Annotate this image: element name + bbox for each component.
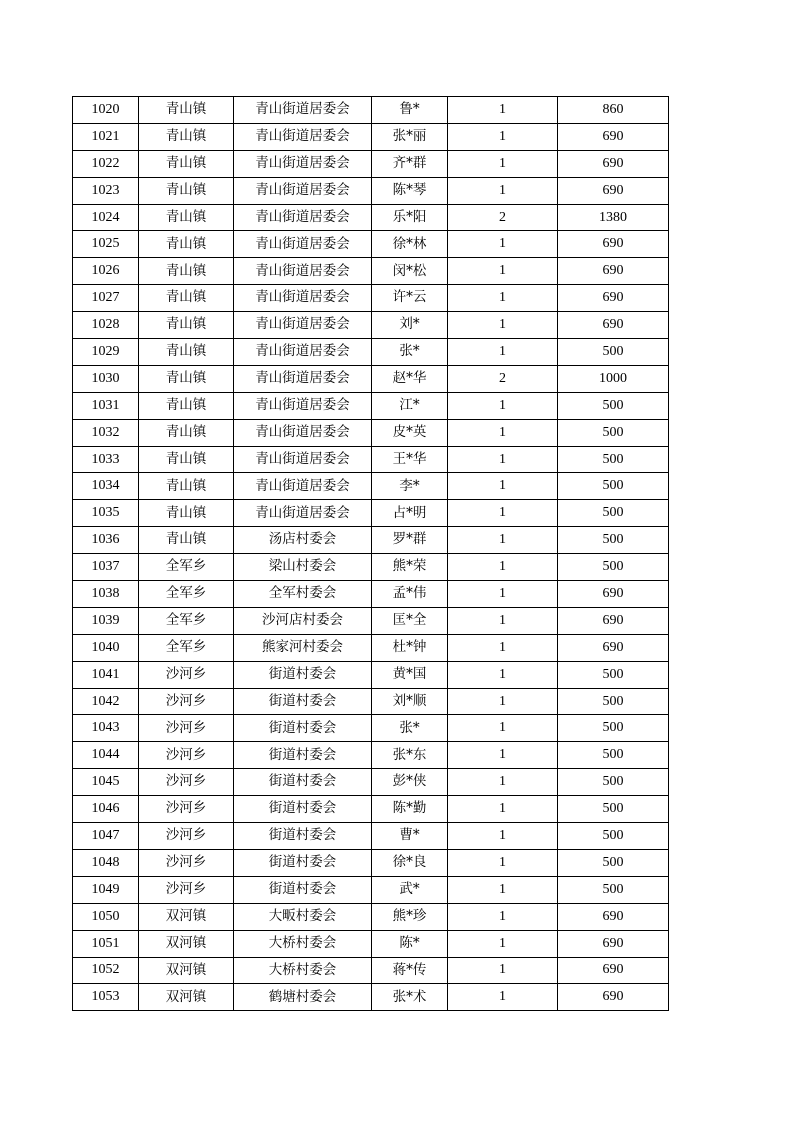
row-number-cell: 1027 bbox=[73, 285, 139, 312]
count-cell: 1 bbox=[448, 715, 558, 742]
committee-cell: 街道村委会 bbox=[234, 876, 372, 903]
table-row bbox=[73, 97, 669, 124]
count-cell: 1 bbox=[448, 446, 558, 473]
amount-cell: 690 bbox=[558, 123, 669, 150]
name-cell: 张*丽 bbox=[372, 123, 448, 150]
committee-cell: 青山街道居委会 bbox=[234, 123, 372, 150]
count-cell: 1 bbox=[448, 634, 558, 661]
amount-cell: 690 bbox=[558, 957, 669, 984]
township-cell: 青山镇 bbox=[139, 312, 234, 339]
row-number-cell: 1052 bbox=[73, 957, 139, 984]
table-row bbox=[73, 446, 669, 473]
row-number-cell: 1045 bbox=[73, 769, 139, 796]
amount-cell: 860 bbox=[558, 97, 669, 124]
committee-cell: 青山街道居委会 bbox=[234, 365, 372, 392]
committee-cell: 青山街道居委会 bbox=[234, 419, 372, 446]
name-cell: 乐*阳 bbox=[372, 204, 448, 231]
row-number-cell: 1023 bbox=[73, 177, 139, 204]
amount-cell: 1380 bbox=[558, 204, 669, 231]
row-number-cell: 1030 bbox=[73, 365, 139, 392]
count-cell: 1 bbox=[448, 661, 558, 688]
table-row bbox=[73, 688, 669, 715]
name-cell: 刘* bbox=[372, 312, 448, 339]
committee-cell: 青山街道居委会 bbox=[234, 204, 372, 231]
subsidy-table bbox=[72, 96, 669, 1011]
amount-cell: 690 bbox=[558, 903, 669, 930]
amount-cell: 500 bbox=[558, 527, 669, 554]
count-cell: 1 bbox=[448, 796, 558, 823]
name-cell: 占*明 bbox=[372, 500, 448, 527]
name-cell: 许*云 bbox=[372, 285, 448, 312]
amount-cell: 500 bbox=[558, 688, 669, 715]
row-number-cell: 1043 bbox=[73, 715, 139, 742]
row-number-cell: 1024 bbox=[73, 204, 139, 231]
township-cell: 沙河乡 bbox=[139, 769, 234, 796]
count-cell: 1 bbox=[448, 231, 558, 258]
row-number-cell: 1020 bbox=[73, 97, 139, 124]
table-row bbox=[73, 849, 669, 876]
count-cell: 1 bbox=[448, 123, 558, 150]
township-cell: 沙河乡 bbox=[139, 823, 234, 850]
name-cell: 曹* bbox=[372, 823, 448, 850]
amount-cell: 690 bbox=[558, 984, 669, 1011]
committee-cell: 街道村委会 bbox=[234, 715, 372, 742]
count-cell: 1 bbox=[448, 930, 558, 957]
committee-cell: 青山街道居委会 bbox=[234, 150, 372, 177]
township-cell: 青山镇 bbox=[139, 527, 234, 554]
township-cell: 青山镇 bbox=[139, 97, 234, 124]
committee-cell: 街道村委会 bbox=[234, 688, 372, 715]
township-cell: 双河镇 bbox=[139, 930, 234, 957]
table-row bbox=[73, 204, 669, 231]
committee-cell: 街道村委会 bbox=[234, 769, 372, 796]
name-cell: 熊*荣 bbox=[372, 554, 448, 581]
row-number-cell: 1047 bbox=[73, 823, 139, 850]
township-cell: 青山镇 bbox=[139, 339, 234, 366]
amount-cell: 500 bbox=[558, 473, 669, 500]
committee-cell: 青山街道居委会 bbox=[234, 500, 372, 527]
name-cell: 闵*松 bbox=[372, 258, 448, 285]
row-number-cell: 1041 bbox=[73, 661, 139, 688]
table-row bbox=[73, 554, 669, 581]
table-row bbox=[73, 339, 669, 366]
township-cell: 沙河乡 bbox=[139, 876, 234, 903]
amount-cell: 690 bbox=[558, 312, 669, 339]
name-cell: 张*术 bbox=[372, 984, 448, 1011]
name-cell: 陈*勤 bbox=[372, 796, 448, 823]
count-cell: 1 bbox=[448, 258, 558, 285]
amount-cell: 500 bbox=[558, 876, 669, 903]
count-cell: 1 bbox=[448, 392, 558, 419]
committee-cell: 青山街道居委会 bbox=[234, 473, 372, 500]
amount-cell: 500 bbox=[558, 339, 669, 366]
township-cell: 全军乡 bbox=[139, 581, 234, 608]
amount-cell: 690 bbox=[558, 285, 669, 312]
committee-cell: 青山街道居委会 bbox=[234, 285, 372, 312]
table-row bbox=[73, 661, 669, 688]
amount-cell: 690 bbox=[558, 634, 669, 661]
amount-cell: 690 bbox=[558, 258, 669, 285]
name-cell: 蒋*传 bbox=[372, 957, 448, 984]
amount-cell: 500 bbox=[558, 446, 669, 473]
count-cell: 1 bbox=[448, 285, 558, 312]
count-cell: 1 bbox=[448, 527, 558, 554]
township-cell: 青山镇 bbox=[139, 446, 234, 473]
row-number-cell: 1049 bbox=[73, 876, 139, 903]
row-number-cell: 1042 bbox=[73, 688, 139, 715]
committee-cell: 熊家河村委会 bbox=[234, 634, 372, 661]
row-number-cell: 1028 bbox=[73, 312, 139, 339]
row-number-cell: 1037 bbox=[73, 554, 139, 581]
row-number-cell: 1026 bbox=[73, 258, 139, 285]
township-cell: 青山镇 bbox=[139, 500, 234, 527]
table-row bbox=[73, 876, 669, 903]
table-row bbox=[73, 123, 669, 150]
township-cell: 青山镇 bbox=[139, 177, 234, 204]
table-row bbox=[73, 527, 669, 554]
committee-cell: 青山街道居委会 bbox=[234, 446, 372, 473]
name-cell: 张* bbox=[372, 339, 448, 366]
amount-cell: 690 bbox=[558, 930, 669, 957]
name-cell: 李* bbox=[372, 473, 448, 500]
row-number-cell: 1048 bbox=[73, 849, 139, 876]
name-cell: 陈*琴 bbox=[372, 177, 448, 204]
table-row bbox=[73, 177, 669, 204]
name-cell: 武* bbox=[372, 876, 448, 903]
table-row bbox=[73, 365, 669, 392]
name-cell: 黄*国 bbox=[372, 661, 448, 688]
committee-cell: 梁山村委会 bbox=[234, 554, 372, 581]
count-cell: 1 bbox=[448, 473, 558, 500]
count-cell: 1 bbox=[448, 177, 558, 204]
committee-cell: 街道村委会 bbox=[234, 823, 372, 850]
township-cell: 青山镇 bbox=[139, 123, 234, 150]
committee-cell: 街道村委会 bbox=[234, 742, 372, 769]
amount-cell: 500 bbox=[558, 796, 669, 823]
table-row bbox=[73, 500, 669, 527]
township-cell: 青山镇 bbox=[139, 204, 234, 231]
row-number-cell: 1046 bbox=[73, 796, 139, 823]
row-number-cell: 1036 bbox=[73, 527, 139, 554]
table-row bbox=[73, 903, 669, 930]
amount-cell: 500 bbox=[558, 500, 669, 527]
count-cell: 1 bbox=[448, 957, 558, 984]
name-cell: 孟*伟 bbox=[372, 581, 448, 608]
name-cell: 匡*全 bbox=[372, 607, 448, 634]
table-row bbox=[73, 473, 669, 500]
name-cell: 熊*珍 bbox=[372, 903, 448, 930]
count-cell: 1 bbox=[448, 607, 558, 634]
row-number-cell: 1021 bbox=[73, 123, 139, 150]
committee-cell: 青山街道居委会 bbox=[234, 392, 372, 419]
committee-cell: 大桥村委会 bbox=[234, 930, 372, 957]
amount-cell: 690 bbox=[558, 150, 669, 177]
table-row bbox=[73, 957, 669, 984]
township-cell: 全军乡 bbox=[139, 554, 234, 581]
amount-cell: 500 bbox=[558, 419, 669, 446]
township-cell: 全军乡 bbox=[139, 607, 234, 634]
township-cell: 双河镇 bbox=[139, 984, 234, 1011]
name-cell: 齐*群 bbox=[372, 150, 448, 177]
count-cell: 1 bbox=[448, 500, 558, 527]
amount-cell: 690 bbox=[558, 177, 669, 204]
amount-cell: 500 bbox=[558, 849, 669, 876]
table-row bbox=[73, 285, 669, 312]
committee-cell: 全军村委会 bbox=[234, 581, 372, 608]
committee-cell: 青山街道居委会 bbox=[234, 177, 372, 204]
count-cell: 1 bbox=[448, 688, 558, 715]
township-cell: 沙河乡 bbox=[139, 661, 234, 688]
township-cell: 青山镇 bbox=[139, 473, 234, 500]
committee-cell: 大畈村委会 bbox=[234, 903, 372, 930]
name-cell: 赵*华 bbox=[372, 365, 448, 392]
table-row bbox=[73, 581, 669, 608]
committee-cell: 街道村委会 bbox=[234, 849, 372, 876]
name-cell: 鲁* bbox=[372, 97, 448, 124]
township-cell: 青山镇 bbox=[139, 231, 234, 258]
township-cell: 青山镇 bbox=[139, 419, 234, 446]
township-cell: 双河镇 bbox=[139, 903, 234, 930]
count-cell: 1 bbox=[448, 339, 558, 366]
amount-cell: 500 bbox=[558, 661, 669, 688]
table-row bbox=[73, 823, 669, 850]
name-cell: 彭*侠 bbox=[372, 769, 448, 796]
township-cell: 双河镇 bbox=[139, 957, 234, 984]
table-body bbox=[73, 97, 669, 1011]
table-row bbox=[73, 231, 669, 258]
row-number-cell: 1025 bbox=[73, 231, 139, 258]
row-number-cell: 1033 bbox=[73, 446, 139, 473]
count-cell: 1 bbox=[448, 823, 558, 850]
township-cell: 沙河乡 bbox=[139, 849, 234, 876]
count-cell: 1 bbox=[448, 581, 558, 608]
amount-cell: 690 bbox=[558, 607, 669, 634]
township-cell: 沙河乡 bbox=[139, 742, 234, 769]
township-cell: 青山镇 bbox=[139, 150, 234, 177]
count-cell: 1 bbox=[448, 419, 558, 446]
committee-cell: 汤店村委会 bbox=[234, 527, 372, 554]
amount-cell: 500 bbox=[558, 554, 669, 581]
table-row bbox=[73, 258, 669, 285]
row-number-cell: 1050 bbox=[73, 903, 139, 930]
row-number-cell: 1034 bbox=[73, 473, 139, 500]
name-cell: 杜*钟 bbox=[372, 634, 448, 661]
name-cell: 徐*良 bbox=[372, 849, 448, 876]
count-cell: 2 bbox=[448, 204, 558, 231]
township-cell: 沙河乡 bbox=[139, 688, 234, 715]
amount-cell: 1000 bbox=[558, 365, 669, 392]
table-row bbox=[73, 392, 669, 419]
committee-cell: 青山街道居委会 bbox=[234, 339, 372, 366]
name-cell: 刘*顺 bbox=[372, 688, 448, 715]
name-cell: 罗*群 bbox=[372, 527, 448, 554]
committee-cell: 大桥村委会 bbox=[234, 957, 372, 984]
township-cell: 青山镇 bbox=[139, 365, 234, 392]
count-cell: 1 bbox=[448, 984, 558, 1011]
count-cell: 1 bbox=[448, 769, 558, 796]
township-cell: 沙河乡 bbox=[139, 796, 234, 823]
amount-cell: 500 bbox=[558, 823, 669, 850]
committee-cell: 青山街道居委会 bbox=[234, 97, 372, 124]
township-cell: 青山镇 bbox=[139, 258, 234, 285]
amount-cell: 500 bbox=[558, 392, 669, 419]
table-row bbox=[73, 769, 669, 796]
count-cell: 1 bbox=[448, 150, 558, 177]
amount-cell: 690 bbox=[558, 231, 669, 258]
amount-cell: 690 bbox=[558, 581, 669, 608]
township-cell: 沙河乡 bbox=[139, 715, 234, 742]
amount-cell: 500 bbox=[558, 742, 669, 769]
row-number-cell: 1035 bbox=[73, 500, 139, 527]
committee-cell: 鹤塘村委会 bbox=[234, 984, 372, 1011]
name-cell: 江* bbox=[372, 392, 448, 419]
township-cell: 全军乡 bbox=[139, 634, 234, 661]
name-cell: 王*华 bbox=[372, 446, 448, 473]
table-row bbox=[73, 930, 669, 957]
committee-cell: 街道村委会 bbox=[234, 661, 372, 688]
count-cell: 1 bbox=[448, 849, 558, 876]
table-row bbox=[73, 419, 669, 446]
count-cell: 1 bbox=[448, 903, 558, 930]
committee-cell: 青山街道居委会 bbox=[234, 258, 372, 285]
name-cell: 张*东 bbox=[372, 742, 448, 769]
name-cell: 徐*林 bbox=[372, 231, 448, 258]
table-row bbox=[73, 742, 669, 769]
name-cell: 陈* bbox=[372, 930, 448, 957]
row-number-cell: 1044 bbox=[73, 742, 139, 769]
row-number-cell: 1032 bbox=[73, 419, 139, 446]
row-number-cell: 1031 bbox=[73, 392, 139, 419]
township-cell: 青山镇 bbox=[139, 392, 234, 419]
row-number-cell: 1022 bbox=[73, 150, 139, 177]
committee-cell: 青山街道居委会 bbox=[234, 312, 372, 339]
count-cell: 1 bbox=[448, 742, 558, 769]
count-cell: 1 bbox=[448, 312, 558, 339]
committee-cell: 沙河店村委会 bbox=[234, 607, 372, 634]
row-number-cell: 1040 bbox=[73, 634, 139, 661]
amount-cell: 500 bbox=[558, 715, 669, 742]
row-number-cell: 1053 bbox=[73, 984, 139, 1011]
count-cell: 1 bbox=[448, 876, 558, 903]
row-number-cell: 1039 bbox=[73, 607, 139, 634]
table-row bbox=[73, 312, 669, 339]
table-row bbox=[73, 634, 669, 661]
amount-cell: 500 bbox=[558, 769, 669, 796]
township-cell: 青山镇 bbox=[139, 285, 234, 312]
count-cell: 1 bbox=[448, 554, 558, 581]
row-number-cell: 1038 bbox=[73, 581, 139, 608]
table-row bbox=[73, 796, 669, 823]
table-row bbox=[73, 715, 669, 742]
table-row bbox=[73, 150, 669, 177]
committee-cell: 青山街道居委会 bbox=[234, 231, 372, 258]
count-cell: 2 bbox=[448, 365, 558, 392]
count-cell: 1 bbox=[448, 97, 558, 124]
table-row bbox=[73, 984, 669, 1011]
table-row bbox=[73, 607, 669, 634]
committee-cell: 街道村委会 bbox=[234, 796, 372, 823]
name-cell: 张* bbox=[372, 715, 448, 742]
name-cell: 皮*英 bbox=[372, 419, 448, 446]
row-number-cell: 1051 bbox=[73, 930, 139, 957]
row-number-cell: 1029 bbox=[73, 339, 139, 366]
